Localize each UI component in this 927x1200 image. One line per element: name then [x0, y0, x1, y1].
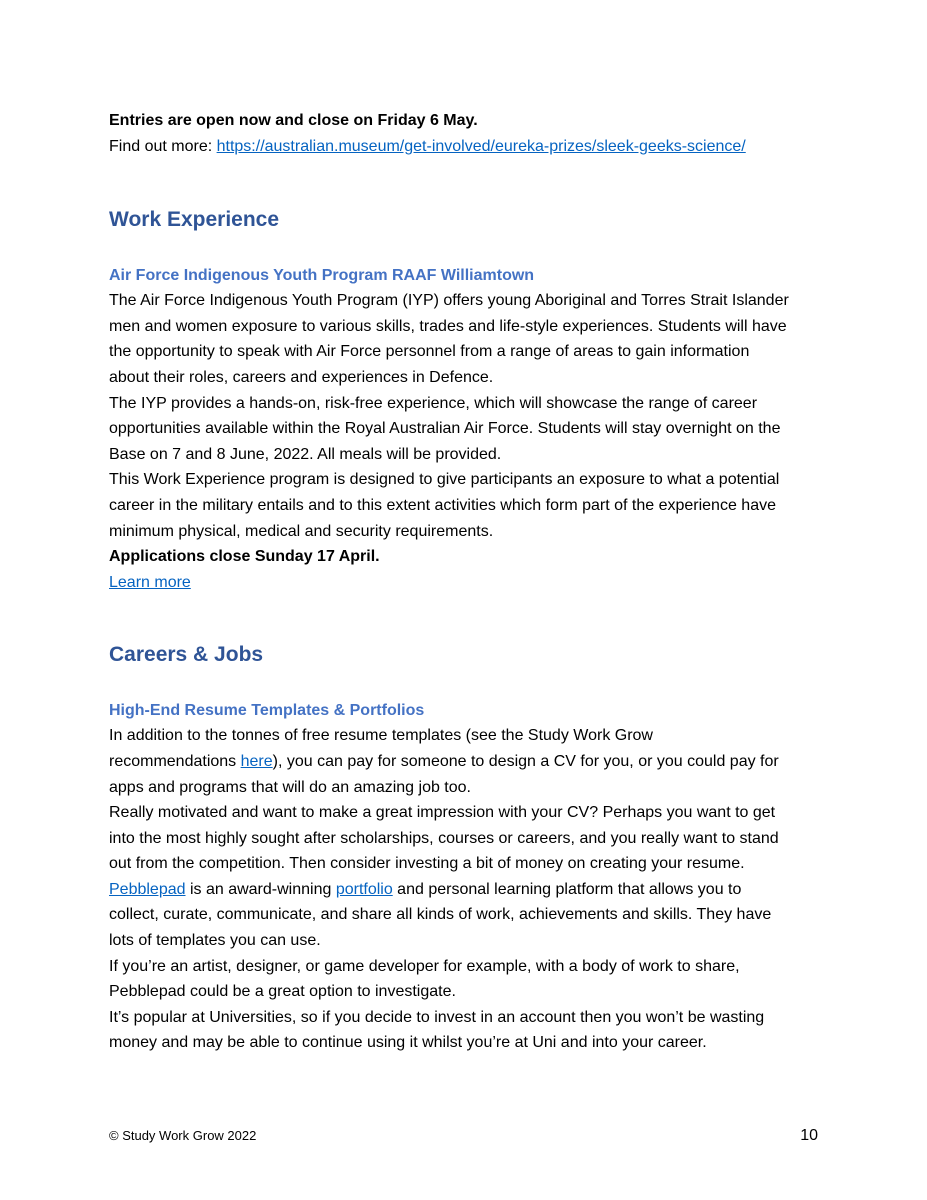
find-out-more-line	[109, 134, 821, 160]
resume-paragraph-line: It’s popular at Universities, so if you decide to invest in an account then you won’t be wasting	[109, 1008, 765, 1026]
find-out-more-label: Find out more:	[109, 137, 217, 155]
resume-paragraph-line	[109, 749, 821, 775]
iyp-paragraph-line: The Air Force Indigenous Youth Program (IYP) offers young Aboriginal and Torres Strait Islander	[109, 292, 789, 310]
award-winning-text: is an award-winning	[185, 880, 336, 898]
document-page	[109, 108, 821, 1056]
iyp-paragraph-line: This Work Experience program is designed to give participants an exposure to what a potential	[109, 471, 780, 489]
resume-paragraph-line: out from the competition. Then consider investing a bit of money on creating your resume.	[109, 855, 745, 873]
learn-more-link[interactable]: Learn more	[109, 573, 191, 591]
resume-paragraph-line	[109, 877, 821, 903]
careers-jobs-heading: Careers & Jobs	[109, 643, 264, 667]
iyp-paragraph-line: minimum physical, medical and security requirements.	[109, 522, 494, 540]
resume-paragraph-line: lots of templates you can use.	[109, 932, 321, 950]
iyp-paragraph-line: The IYP provides a hands-on, risk-free experience, which will showcase the range of career	[109, 394, 758, 412]
page-number: 10	[800, 1127, 818, 1144]
resume-paragraph-line: In addition to the tonnes of free resume templates (see the Study Work Grow	[109, 727, 653, 745]
work-experience-heading: Work Experience	[109, 208, 280, 232]
resume-paragraph-line: Pebblepad could be a great option to investigate.	[109, 983, 456, 1001]
eureka-prize-link[interactable]: https://australian.museum/get-involved/eureka-prizes/sleek-geeks-science/	[216, 137, 746, 155]
recommendations-text: recommendations	[109, 752, 241, 770]
iyp-paragraph-line: Base on 7 and 8 June, 2022. All meals will be provided.	[109, 445, 502, 463]
resume-templates-subheading: High-End Resume Templates & Portfolios	[109, 702, 425, 720]
applications-close-text: Applications close Sunday 17 April.	[109, 548, 380, 566]
resume-paragraph-line: collect, curate, communicate, and share all kinds of work, achievements and skills. They have	[109, 906, 772, 924]
resume-paragraph-line: If you’re an artist, designer, or game developer for example, with a body of work to share,	[109, 957, 740, 975]
resume-paragraph-line: money and may be able to continue using it whilst you’re at Uni and into your career.	[109, 1034, 707, 1052]
iyp-paragraph-line: about their roles, careers and experiences in Defence.	[109, 368, 494, 386]
iyp-paragraph-line: career in the military entails and to this extent activities which form part of the experience have	[109, 496, 776, 514]
resume-paragraph-line: Really motivated and want to make a great impression with your CV? Perhaps you want to get	[109, 804, 776, 822]
entries-deadline-text: Entries are open now and close on Friday 6 May.	[109, 112, 478, 129]
iyp-paragraph-line: men and women exposure to various skills, trades and life-style experiences. Students will have	[109, 317, 787, 335]
iyp-paragraph-line: opportunities available within the Royal Australian Air Force. Students will stay overnight on the	[109, 420, 781, 438]
footer-copyright: © Study Work Grow 2022	[109, 1128, 257, 1143]
recommendations-suffix-text: ), you can pay for someone to design a CV for you, or you could pay for	[272, 752, 779, 770]
learn-more-line	[109, 570, 821, 596]
pebblepad-link[interactable]: Pebblepad	[109, 880, 186, 898]
portfolio-link[interactable]: portfolio	[335, 880, 393, 898]
here-link[interactable]: here	[240, 752, 273, 770]
resume-paragraph-line: into the most highly sought after scholarships, courses or careers, and you really want to stand	[109, 829, 779, 847]
resume-paragraph-line: apps and programs that will do an amazing job too.	[109, 778, 471, 796]
iyp-subheading: Air Force Indigenous Youth Program RAAF Williamtown	[109, 267, 535, 285]
learning-platform-text: and personal learning platform that allows you to	[392, 880, 742, 898]
iyp-paragraph-line: the opportunity to speak with Air Force personnel from a range of areas to gain information	[109, 343, 750, 361]
